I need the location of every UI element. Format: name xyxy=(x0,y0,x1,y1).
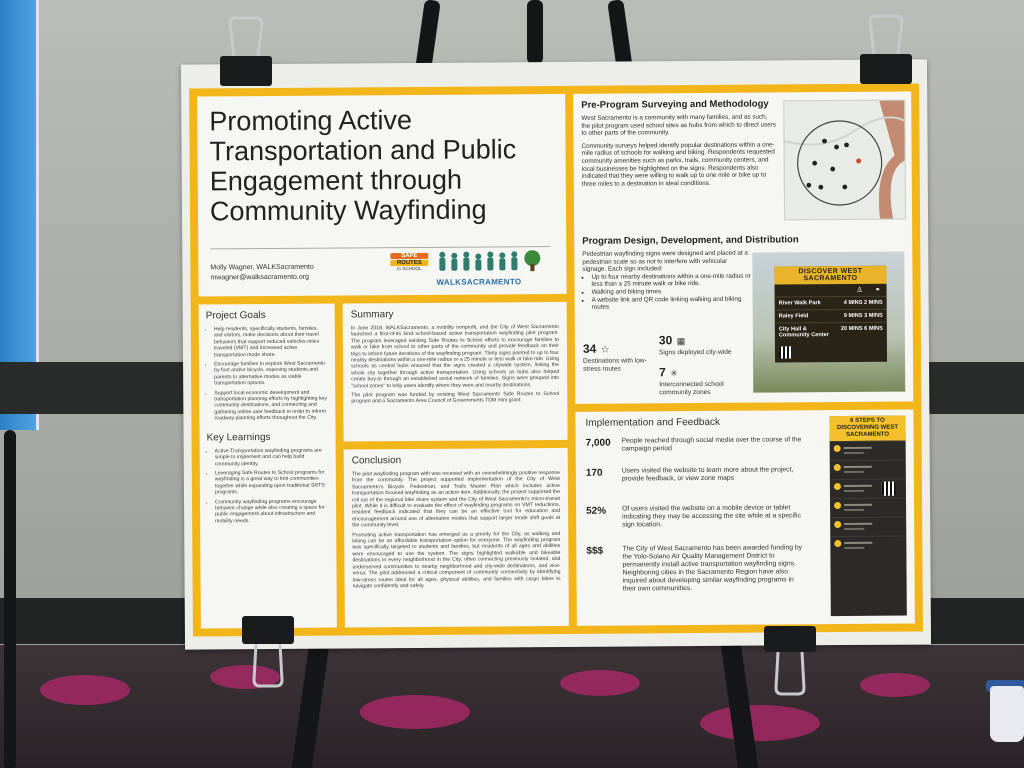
implementation-panel xyxy=(575,410,914,626)
poster-frame xyxy=(189,83,923,636)
binder-clip-icon xyxy=(216,16,276,90)
binder-clip-icon xyxy=(240,614,296,688)
project-goals-heading: Project Goals xyxy=(205,310,266,322)
divider xyxy=(210,246,550,249)
network-icon: ✳ xyxy=(670,368,678,379)
walksacramento-wordmark: WALKSACRAMENTO xyxy=(436,277,522,287)
pedestrian-icon: ☆ xyxy=(600,344,610,356)
srts-logo-line2: ROUTES xyxy=(390,260,428,266)
summary-body: In June 2018, WALKSacramento, a mobility nonprofit, and the City of West Sacramento launched a first-of-its kind school-based active transportation wayfinding pilot program. The program leveraged existing Safe Routes to School efforts to encourage families to walk or bike from school to other parts of the community and provide feedback on their trips to inform future iterations of the wayfinding program. Thirty signs pointed to up to four nearby destinations within a one-mile radius or a 25 minute or less walk or bike ride. Using schools as central hubs ensured that the signs created a citywide system, linking the whole city together through active transportation. Using schools as hubs also helped create buy-in through an established social network of families. Signs were grouped into "school zones" to help users identify where they were and nearby destinations. xyxy=(350,323,560,390)
impl-value: 52% xyxy=(586,505,607,517)
six-steps-graphic xyxy=(829,416,906,617)
impl-value: 170 xyxy=(585,467,603,479)
sign-destination: Raley Field xyxy=(778,313,809,320)
wayfinding-sign xyxy=(774,266,887,363)
people-silhouettes-icon xyxy=(436,250,546,273)
stat-value: 7 xyxy=(659,365,666,380)
sign-row xyxy=(775,322,887,342)
sign-walk-time: 9 MINS xyxy=(843,312,863,319)
learning-item: • Leveraging Safe Routes to School programs for wayfinding is a great way to knit communities together while expanding upon traditional SRTS programs. xyxy=(215,469,329,495)
stat-signs xyxy=(659,331,745,357)
stat-zones xyxy=(659,363,745,397)
binder-clip-icon xyxy=(762,624,818,696)
authors: Molly Wagner, WALKSacramento xyxy=(210,263,314,272)
key-learnings-list xyxy=(207,447,330,524)
step-item xyxy=(830,517,906,537)
design-intro: Pedestrian wayfinding signs were designed and placed at a pedestrian scale so as not to interfere with vehicular signage. Each sign included: xyxy=(582,249,748,274)
project-goals-list xyxy=(206,326,329,423)
sign-bike-time: 3 MINS xyxy=(864,312,883,319)
sign-bike-time: 2 MINS xyxy=(863,299,883,306)
qr-code-icon xyxy=(882,482,896,496)
school-zone-map xyxy=(783,100,906,221)
paper-cup xyxy=(990,686,1024,742)
research-poster xyxy=(181,59,931,649)
stat-value: 30 xyxy=(658,333,673,348)
srts-logo-line3: to SCHOOL xyxy=(397,265,422,272)
design-item: • A website link and QR code linking walking and biking routes xyxy=(592,295,753,311)
design-item: • Walking and biking times. xyxy=(592,288,753,297)
sign-walk-time: 20 MINS xyxy=(840,325,863,333)
step-item xyxy=(830,460,906,480)
sign-icon: ▦ xyxy=(676,336,686,347)
stat-label: Interconnected school community zones xyxy=(659,380,724,396)
steps-title: 6 STEPS TO DISCOVERING WEST SACRAMENTO xyxy=(829,416,905,442)
summary-panel xyxy=(343,302,568,442)
poster-title: Promoting Active Transportation and Public Engagement through Community Wayfinding xyxy=(209,105,517,227)
stat-label: Destinations with low-stress routes xyxy=(583,357,647,373)
learning-item: • Active Transportation wayfinding programs are simple to implement and can help build community identity. xyxy=(215,447,329,467)
sign-header: DISCOVER WEST SACRAMENTO xyxy=(774,266,886,285)
implementation-heading: Implementation and Feedback xyxy=(585,416,721,429)
impl-row xyxy=(585,466,796,483)
impl-row xyxy=(586,504,801,529)
walksacramento-logo xyxy=(436,250,546,287)
impl-row xyxy=(586,544,803,593)
pedestrian-icon: ♙ xyxy=(856,286,863,294)
map-icon xyxy=(784,101,905,220)
title-panel xyxy=(197,94,566,297)
srts-logo xyxy=(390,253,428,285)
sign-walk-time: 4 MINS xyxy=(843,299,863,306)
goal-item: • Help residents, specifically students, families, and visitors, make decisions about their travel behaviors that support reduced vehicles miles traveled (VMT) and increased active transportation mode share. xyxy=(214,326,328,359)
pre-program-heading: Pre-Program Surveying and Methodology xyxy=(581,98,769,111)
sign-mode-icons xyxy=(775,284,887,297)
stat-value: 34 xyxy=(582,341,597,356)
left-stand-pole xyxy=(4,430,16,768)
design-item: • Up to four nearby destinations within a one-mile radius or less than a 25 minute walk or bike ride. xyxy=(591,272,752,288)
goal-item: • Encourage families to explore West Sacramento by foot and/or bicycle, exposing students and parents to alternative modes as viable transportation options. xyxy=(214,361,328,387)
impl-row xyxy=(585,436,802,453)
learning-item: • Community wayfinding programs encourage behavior change while also creating a space for public engagement about infrastructure and mobility needs. xyxy=(215,498,329,524)
impl-value: $$$ xyxy=(586,545,604,557)
goals-learnings-panel xyxy=(199,304,337,629)
step-item xyxy=(830,498,906,518)
step-item xyxy=(830,536,906,556)
goal-item: • Support local economic development and transportation planning efforts by highlighting key community destinations, and connecting and gathering online user feedback in order to inform roadway planning efforts throughout the City. xyxy=(214,389,328,422)
pre-program-section xyxy=(581,98,778,188)
stat-label: Signs deployed city-wide xyxy=(658,348,732,357)
carpet-floor xyxy=(0,645,1024,768)
binder-clip-icon xyxy=(856,14,916,88)
sign-bike-time: 6 MINS xyxy=(864,325,883,332)
key-learnings-heading: Key Learnings xyxy=(206,431,271,444)
impl-label: Users visited the website to learn more about the project, provide feedback, or view zone maps xyxy=(621,466,794,483)
design-heading: Program Design, Development, and Distribution xyxy=(582,234,799,247)
pre-program-body: West Sacramento is a community with many families, and as such, the pilot program used school sites as hubs from which to direct users to other parts of the community. xyxy=(581,113,777,138)
bicycle-icon: ⚭ xyxy=(874,286,881,294)
impl-label: The City of West Sacramento has been awarded funding by the Yolo-Solano Air Quality Management District to permanently install active transportation wayfinding signs. Neighboring cities in the Sacramento Region have also inquired about developing similar wayfinding programs in their own communities. xyxy=(622,544,803,593)
summary-heading: Summary xyxy=(350,309,394,321)
sign-photo xyxy=(752,252,905,393)
conclusion-heading: Conclusion xyxy=(351,455,402,467)
impl-value: 7,000 xyxy=(585,437,611,449)
step-item xyxy=(830,441,906,461)
easel-leg-back xyxy=(527,0,543,64)
sign-row xyxy=(775,309,887,323)
right-column-panel xyxy=(573,92,913,404)
design-text-column xyxy=(582,250,752,312)
design-list xyxy=(582,272,752,311)
step-item xyxy=(830,479,906,499)
impl-label: Of users visited the website on a mobile device or tablet indicating they may be accessing the site while at a specific sign location. xyxy=(622,504,801,529)
author-email: mwagner@walksacramento.org xyxy=(210,273,310,282)
srts-logo-line1: SAFE xyxy=(390,253,428,259)
impl-label: People reached through social media over the course of the campaign period xyxy=(621,436,802,453)
sign-row xyxy=(775,296,887,310)
summary-funding: The pilot program was funded by existing West Sacramento Safe Routes to School program and a Sacramento Area Council of Governments TDM mini grant. xyxy=(351,391,560,405)
sign-destination: River Walk Park xyxy=(778,300,821,307)
conclusion-panel xyxy=(344,448,569,628)
conclusion-body-2: Promoting active transportation has emerged as a priority for the City, as walking and biking can be an affordable transportation option for everyone. The wayfinding program was specifically targeted to students and families, but residents of all ages and abilities were encouraged to use the system. The signs highlighted walkable and bikeable destinations in every neighborhood in the City, often connecting previously isolated, and underserved communities to nearby neighborhood and city-wide destinations, and vice-versa. The pilot addressed a critical component of community connectivity by identifying low-stress routes ideal for all ages, physical abilities, and families with cargo bikes to navigate confidently and safely. xyxy=(352,530,561,590)
stat-destinations xyxy=(583,339,655,373)
sign-destination: City Hall & Community Center xyxy=(778,326,829,339)
qr-code-icon xyxy=(779,346,791,358)
pre-program-body-2: Community surveys helped identify popular destinations within a one-mile radius of schools for walking and biking. Respondents requested community amenities such as parks, trails, community centers, and local businesses be highlighted on the signs. Respondents also indicated that they were willing to walk up to one mile or bike up to three miles to a destination in ideal conditions. xyxy=(581,141,775,188)
conclusion-body: The pilot wayfinding program with was received with an overwhelmingly positive response from the community. The project supported implementation of the City of West Sacramento's Bicycle, Pedestrian, and Trails Master Plan which includes active transportation focused wayfinding as an action item. Additionally, the project supported the roll out of the regional bike share system and the City of West Sacramento's micro-transit pilot. While it is difficult to evaluate the effect of wayfinding programs on VMT reductions, resident feedback indicated that they can be an effective tool for education and encouragement around use of alternative modes that support larger mode shift goals at the community level. xyxy=(351,469,561,529)
